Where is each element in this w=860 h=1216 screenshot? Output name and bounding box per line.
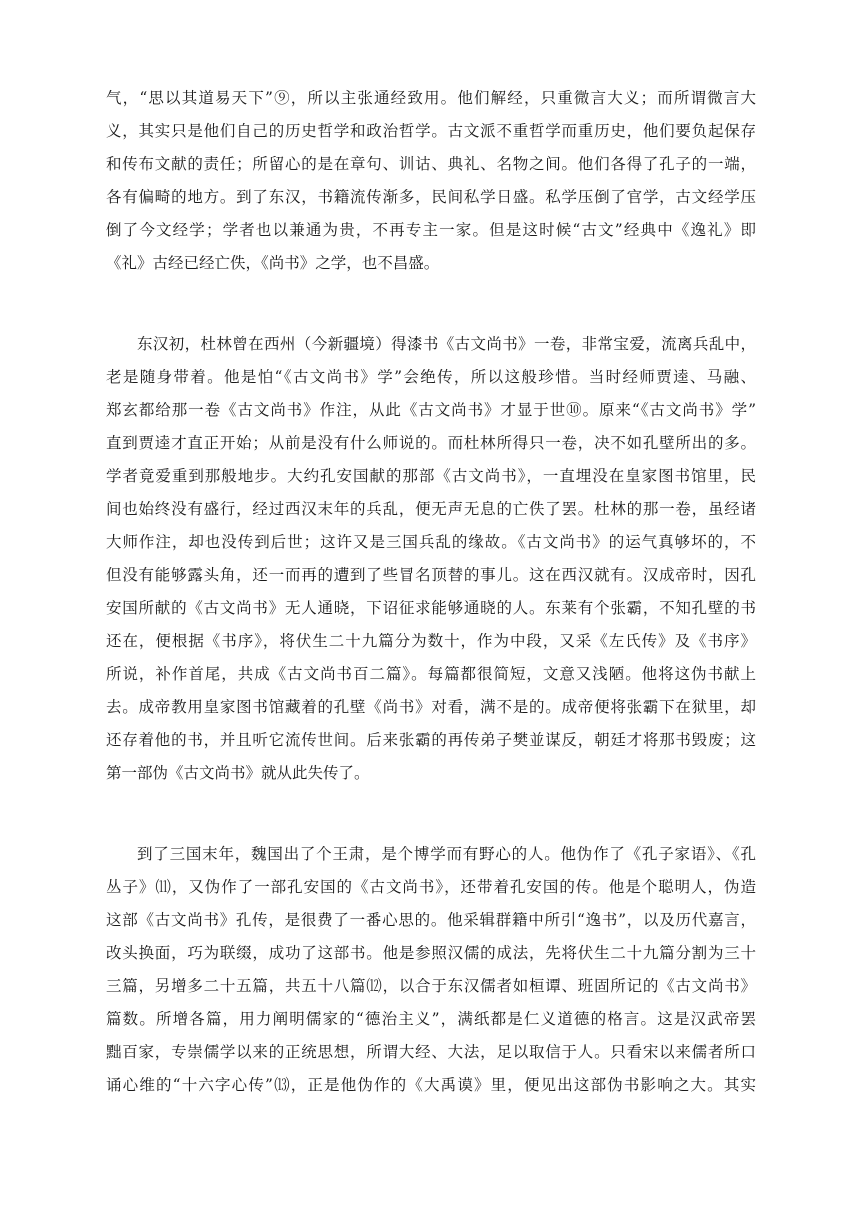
text-line: 还在，便根据《书序》，将伏生二十九篇分为数十，作为中段，又采《左氏传》及《书序》: [106, 632, 756, 650]
text-line: 直到贾逵才直正开始；从前是没有什么师说的。而杜林所得只一卷，决不如孔壁所出的多。: [106, 434, 756, 452]
text-line: 诵心维的“十六字心传”⒀，正是他伪作的《大禹谟》里，便见出这部伪书影响之大。其实: [106, 1076, 756, 1094]
text-line: 第一部伪《古文尚书》就从此失传了。: [106, 764, 370, 782]
text-line: 去。成帝教用皇家图书馆藏着的孔壁《尚书》对看，满不是的。成帝便将张霸下在狱里，却: [106, 698, 756, 716]
text-line: 丛子》⑾，又伪作了一部孔安国的《古文尚书》，还带着孔安国的传。他是个聪明人，伪造: [106, 878, 756, 896]
text-line: 这部《古文尚书》孔传，是很费了一番心思的。他采辑群籍中所引“逸书”，以及历代嘉言，: [106, 911, 756, 929]
text-line: 各有偏畸的地方。到了东汉，书籍流传渐多，民间私学日盛。私学压倒了官学，古文经学压: [106, 188, 756, 206]
text-line: 东汉初，杜林曾在西州（今新疆境）得漆书《古文尚书》一卷，非常宝爱，流离兵乱中，: [137, 335, 756, 353]
text-line: 黜百家，专崇儒学以来的正统思想，所谓大经、大法，足以取信于人。只看宋以来儒者所口: [106, 1043, 756, 1061]
text-line: 气，“思以其道易天下”⑨，所以主张通经致用。他们解经，只重微言大义；而所谓微言大: [106, 89, 756, 107]
text-line: 学者竟爱重到那般地步。大约孔安国献的那部《古文尚书》，一直埋没在皇家图书馆里，民: [106, 467, 756, 485]
text-line: 三篇，另增多二十五篇，共五十八篇⑿，以合于东汉儒者如桓谭、班固所记的《古文尚书》: [106, 977, 756, 995]
text-line: 篇数。所增各篇，用力阐明儒家的“德治主义”，满纸都是仁义道德的格言。这是汉武帝罢: [106, 1010, 756, 1028]
text-line: 改头换面，巧为联缀，成功了这部书。他是参照汉儒的成法，先将伏生二十九篇分割为三十: [106, 944, 756, 962]
text-line: 义，其实只是他们自己的历史哲学和政治哲学。古文派不重哲学而重历史，他们要负起保存: [106, 122, 756, 140]
text-line: 间也始终没有盛行，经过西汉末年的兵乱，便无声无息的亡佚了罢。杜林的那一卷，虽经诸: [106, 500, 756, 518]
text-line: 到了三国末年，魏国出了个王肃，是个博学而有野心的人。他伪作了《孔子家语》、《孔: [137, 845, 756, 863]
text-line: 大师作注，却也没传到后世；这许又是三国兵乱的缘故。《古文尚书》的运气真够坏的，不: [106, 533, 756, 551]
text-line: 老是随身带着。他是怕“《古文尚书》学”会绝传，所以这般珍惜。当时经师贾逵、马融、: [106, 368, 756, 386]
text-line: 安国所献的《古文尚书》无人通晓，下诏征求能够通晓的人。东莱有个张霸，不知孔壁的书: [106, 599, 756, 617]
text-line: 倒了今文经学；学者也以兼通为贵，不再专主一家。但是这时候“古文”经典中《逸礼》即: [106, 221, 756, 239]
text-line: 《礼》古经已经亡佚，《尚书》之学，也不昌盛。: [106, 254, 440, 272]
text-line: 郑玄都给那一卷《古文尚书》作注，从此《古文尚书》才显于世⑩。原来“《古文尚书》学”: [106, 401, 756, 419]
text-line: 所说，补作首尾，共成《古文尚书百二篇》。每篇都很简短，文意又浅陋。他将这伪书献上: [106, 665, 756, 683]
text-line: 但没有能够露头角，还一而再的遭到了些冒名顶替的事儿。这在西汉就有。汉成帝时，因孔: [106, 566, 756, 584]
text-line: 还存着他的书，并且听它流传世间。后来张霸的再传弟子樊並谋反，朝廷才将那书毁废；这: [106, 731, 756, 749]
text-line: 和传布文献的责任；所留心的是在章句、训诂、典礼、名物之间。他们各得了孔子的一端，: [106, 155, 756, 173]
